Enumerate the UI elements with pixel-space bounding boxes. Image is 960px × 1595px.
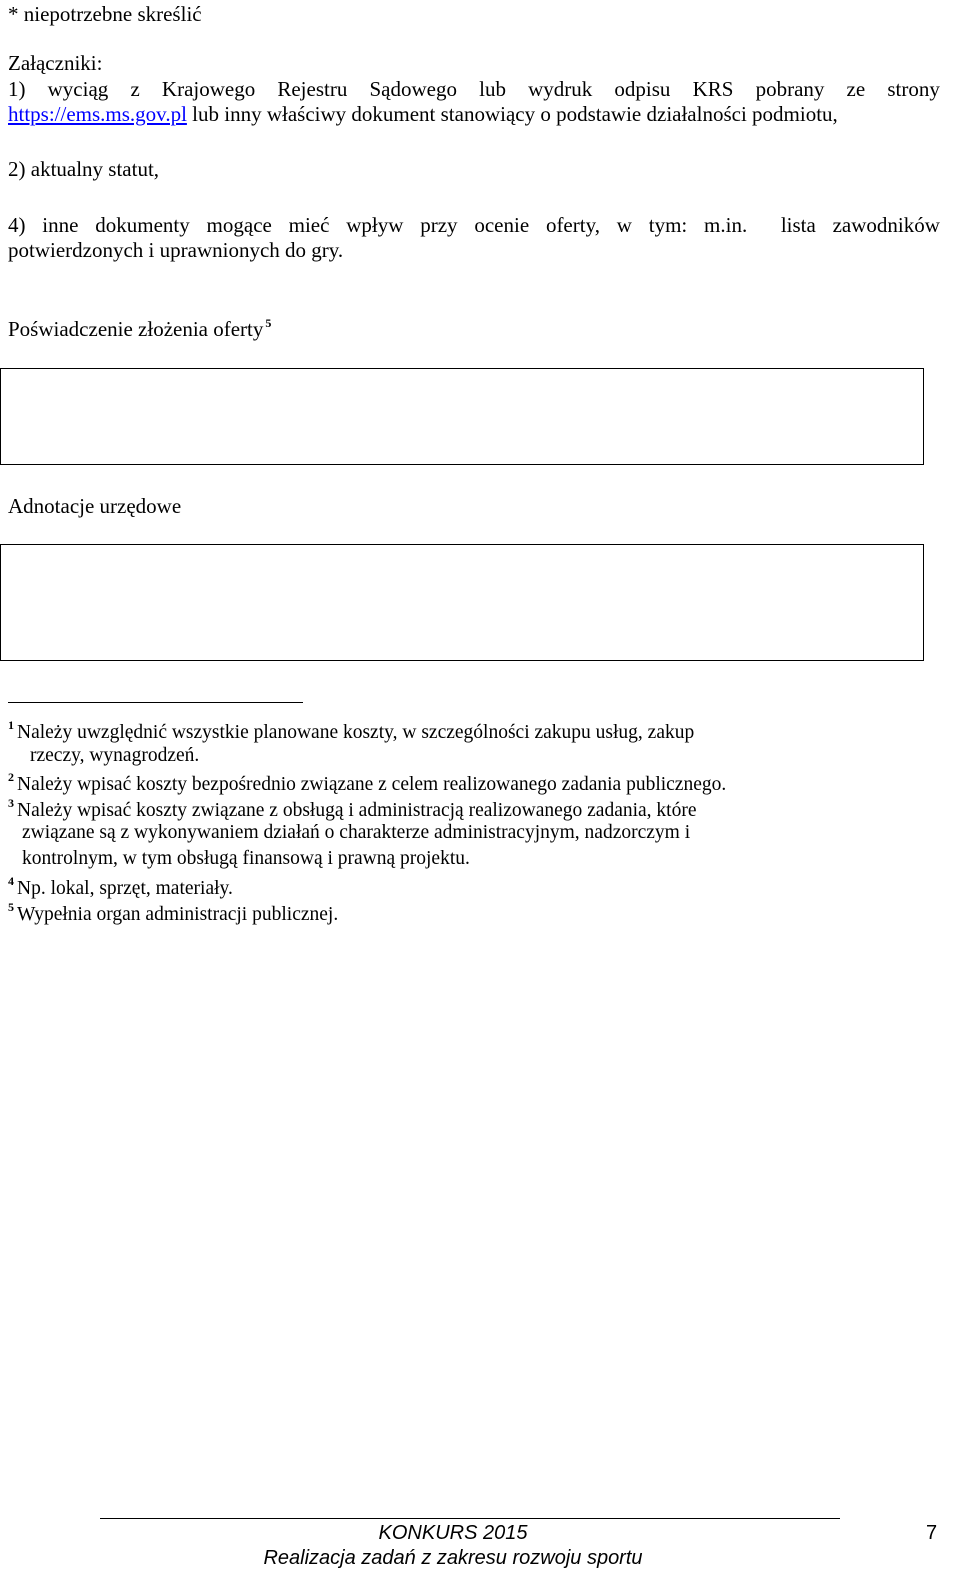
word: przy <box>420 213 458 237</box>
word: mogące <box>206 213 272 237</box>
word: tym: <box>648 213 688 237</box>
word: pobrany <box>755 77 825 101</box>
ems-link[interactable]: https://ems.ms.gov.pl <box>8 102 187 126</box>
word: ze <box>846 77 866 101</box>
attachment-item-1-line-1 <box>8 79 940 100</box>
word: Sądowego <box>369 77 457 101</box>
attachment-item-4-line-2: potwierdzonych i uprawnionych do gry. <box>8 238 344 262</box>
submission-box[interactable] <box>0 368 924 465</box>
word: ocenie <box>474 213 530 237</box>
footer-subtitle: Realizacja zadań z zakresu rozwoju sportu <box>263 1547 643 1569</box>
footer-rule <box>100 1518 840 1519</box>
word: Krajowego <box>161 77 256 101</box>
footnote-3: $^3$ Należy wpisać koszty związane z obsługą i administracją realizowanego zadania, które <box>8 796 697 821</box>
footer-contest: KONKURS 2015 <box>378 1522 528 1544</box>
footnote-3-cont-1: związane są z wykonywaniem działań o charakterze administracyjnym, nadzorczym i <box>22 822 691 843</box>
word: lub <box>479 77 506 101</box>
footer-page-number: 7 <box>926 1522 938 1544</box>
attachment-item-1-line-2 <box>8 104 838 125</box>
footnote-separator <box>8 702 303 703</box>
word: dokumenty <box>95 213 190 237</box>
word: m.in. <box>704 213 748 237</box>
word: inne <box>42 213 79 237</box>
word: strony <box>887 77 940 101</box>
submission-title: Poświadczenie złożenia oferty $^5$ <box>8 316 272 341</box>
attachment-item-4-line-1 <box>8 215 940 236</box>
footnote-3-cont-2: kontrolnym, w tym obsługą finansową i prawną projektu. <box>22 848 470 869</box>
attachment-item-2: 2) aktualny statut, <box>8 157 160 181</box>
word: 1) <box>8 77 26 101</box>
word: odpisu <box>614 77 671 101</box>
word: KRS <box>692 77 734 101</box>
footnote-1-cont: rzeczy, wynagrodzeń. <box>30 745 200 766</box>
footnote-2: $^2$ Należy wpisać koszty bezpośrednio związane z celem realizowanego zadania publicznego. <box>8 770 727 795</box>
official-box[interactable] <box>0 544 924 661</box>
word: zawodników <box>832 213 940 237</box>
word: oferty, <box>545 213 600 237</box>
footnote-1: $^1$ Należy uwzględnić wszystkie planowane koszty, w szczególności zakupu usług, zakup <box>8 718 695 743</box>
word: w <box>616 213 632 237</box>
official-title: Adnotacje urzędowe <box>8 494 182 518</box>
attachment-item-1-rest: lub inny właściwy dokument stanowiący o podstawie działalności podmiotu, <box>186 102 838 126</box>
word: wpływ <box>346 213 404 237</box>
word: z <box>130 77 140 101</box>
word: mieć <box>288 213 330 237</box>
attachments-heading: Załączniki: <box>8 51 103 75</box>
note-strike: * niepotrzebne skreślić <box>8 2 202 26</box>
footnote-5: $^5$ Wypełnia organ administracji publicznej. <box>8 900 339 925</box>
word: wyciąg <box>47 77 109 101</box>
word: wydruk <box>528 77 593 101</box>
word: Rejestru <box>277 77 348 101</box>
footnote-ref: 5 <box>265 316 272 330</box>
word: 4) <box>8 213 26 237</box>
word: lista <box>780 213 816 237</box>
footnote-4: $^4$ Np. lokal, sprzęt, materiały. <box>8 874 233 899</box>
